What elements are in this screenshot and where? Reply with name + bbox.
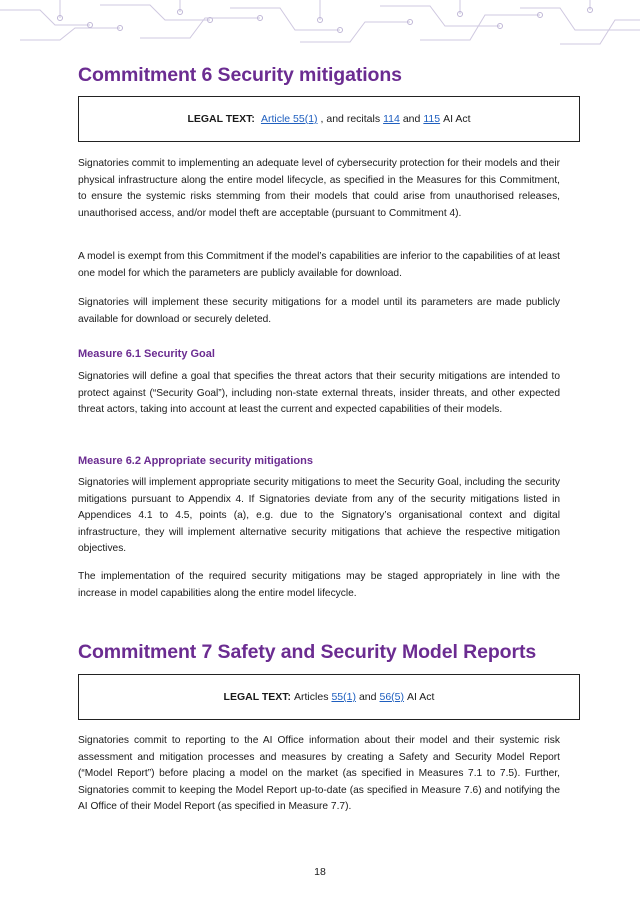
commitment-7-intro-paragraph: Signatories commit to reporting to the AI Office information about their model and their systemic risk assessment and mitigation processes and measures by creating a Safety and Security Model Report (“Model Report”) before placing a model on the market (as specified in Measures 7.1 to 7.5). Further, Signatories commit to keeping the Model Report up-to-date (as specified in Measure 7.6) and notifying the AI Office of their Model Report (as specified in Measure 7.7).: [78, 735, 560, 813]
commitment-6-duration-paragraph: Signatories will implement these security mitigations for a model until its parameters are made publicly available for download or securely deleted.: [78, 297, 560, 325]
legal-text-suffix: AI Act: [407, 691, 435, 703]
legal-text-label: LEGAL TEXT:: [223, 691, 292, 703]
recital-115-link[interactable]: 115: [423, 113, 441, 125]
commitment-7-heading: Commitment 7 Safety and Security Model Reports: [78, 641, 537, 663]
article-56-5-link[interactable]: 56(5): [379, 691, 405, 703]
legal-text-connector: and: [358, 691, 377, 703]
recital-114-link[interactable]: 114: [383, 113, 400, 125]
legal-text-box-6: [78, 96, 580, 142]
measure-6-2-heading: Measure 6.2 Appropriate security mitigations: [78, 455, 313, 467]
measure-6-1-heading: Measure 6.1 Security Goal: [78, 348, 215, 360]
commitment-6-heading: Commitment 6 Security mitigations: [78, 64, 402, 86]
commitment-6-staging-paragraph: The implementation of the required security mitigations may be staged appropriately in line with the increase in model capabilities along the entire model lifecycle.: [78, 571, 560, 599]
article-55-1-link[interactable]: 55(1): [331, 691, 356, 703]
legal-text-suffix: AI Act: [443, 113, 471, 125]
measure-6-2-paragraph: Signatories will implement appropriate security mitigations to meet the Security Goal, including the security mitigations pursuant to Appendix 4. If Signatories deviate from any of the security mitigations listed in Appendices 4.1 to 4.5, points (a), e.g. due to the Signatory’s organisational context and digital infrastructure, they will implement alternative security mitigations that achieve the respective mitigation objectives.: [78, 477, 560, 555]
page-number: 18: [314, 866, 326, 878]
circuit-pattern-decoration: [0, 0, 640, 48]
article-55-1-link[interactable]: Article 55(1): [260, 113, 318, 125]
legal-text-connector: and: [402, 113, 421, 125]
commitment-6-intro-paragraph: Signatories commit to implementing an adequate level of cybersecurity protection for their models and their physical infrastructure along the entire model lifecycle, as specified in the Measures for this Commitment, to ensure the systemic risks stemming from their models that could arise from unauthorised releases, unauthorised access, and/or model theft are acceptable (pursuant to Commitment 4).: [78, 158, 560, 219]
legal-text-label: LEGAL TEXT:: [187, 113, 255, 125]
legal-text-connector: Articles: [294, 691, 329, 703]
legal-text-connector: , and recitals: [320, 113, 381, 125]
legal-text-box-7: [78, 674, 580, 720]
measure-6-1-paragraph: Signatories will define a goal that specifies the threat actors that their security mitigations are intended to protect against (“Security Goal”), including non-state external threats, insider threats, and other expected threat actors, taking into account at least the current and expected capabilities of their models.: [78, 371, 560, 416]
commitment-6-exemption-paragraph: A model is exempt from this Commitment if the model’s capabilities are inferior to the capabilities of at least one model for which the parameters are publicly available for download.: [78, 251, 560, 279]
